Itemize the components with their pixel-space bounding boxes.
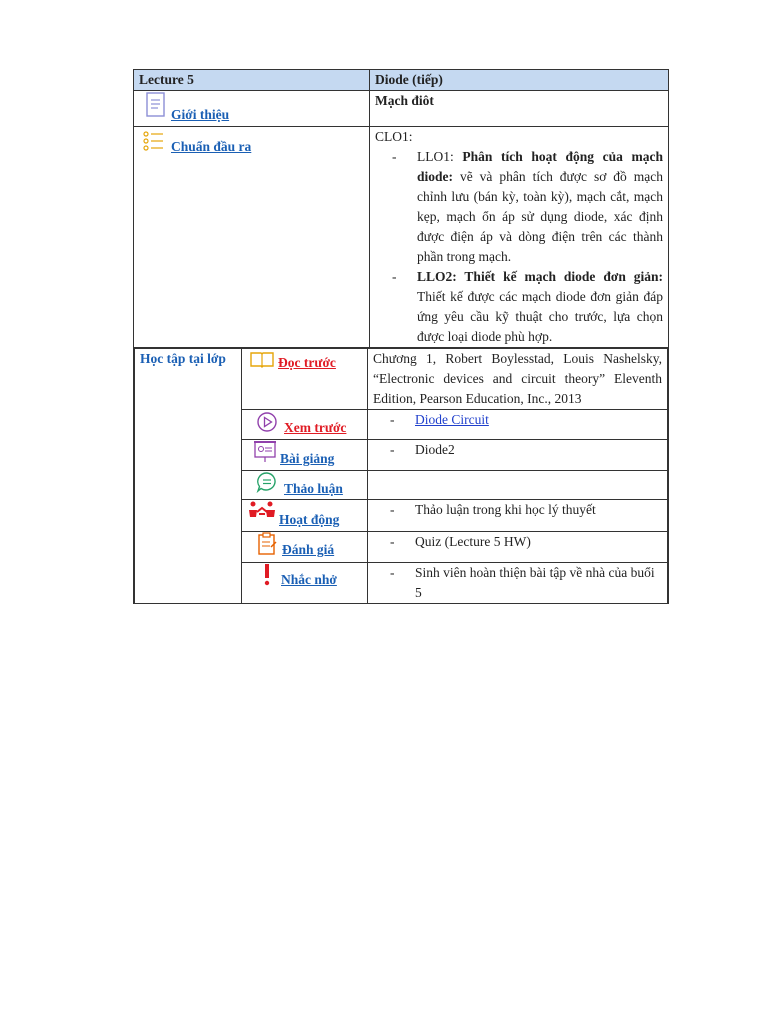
- book-icon: [249, 349, 275, 375]
- activity-icon: [248, 500, 276, 528]
- activity-link[interactable]: Hoạt động: [279, 512, 340, 527]
- classroom-row: [134, 348, 669, 604]
- intro-link[interactable]: Giới thiệu: [171, 107, 230, 122]
- header-row: [134, 70, 669, 91]
- llo2-item: - LLO2: Thiết kế mạch diode đơn giản: Thiết kế được các mạch diode đơn giản đáp ứng yêu cầu kỹ thuật cho trước, lựa chọn được loại diode phù hợp.: [392, 267, 663, 347]
- reminder-link[interactable]: Nhắc nhở: [281, 572, 337, 587]
- header-lecture: Lecture 5: [134, 70, 370, 91]
- outcomes-row: [134, 127, 669, 348]
- llo-list: [375, 147, 663, 347]
- lecture-item: - Diode2: [390, 440, 662, 460]
- classroom-label-cell: [135, 349, 242, 604]
- classroom-label: Học tập tại lớp: [140, 351, 226, 366]
- diode-circuit-link[interactable]: Diode Circuit: [415, 412, 489, 427]
- discussion-link[interactable]: Thảo luận: [284, 481, 343, 496]
- document-icon: [145, 92, 167, 124]
- read-before-link[interactable]: Đọc trước: [278, 355, 336, 370]
- assessment-item: - Quiz (Lecture 5 HW): [390, 532, 662, 552]
- header-topic: Diode (tiếp): [370, 70, 669, 91]
- outcomes-content: [370, 127, 669, 348]
- list-icon: [143, 130, 165, 158]
- intro-content: Mạch điôt: [370, 91, 669, 127]
- read-before-content: Chương 1, Robert Boylesstad, Louis Nashelsky, “Electronic devices and circuit theory” Eleventh Edition, Pearson Education, Inc., 2013: [368, 349, 668, 410]
- assessment-link[interactable]: Đánh giá: [282, 542, 335, 557]
- exclamation-icon: [262, 563, 272, 593]
- llo1-item: - LLO1: Phân tích hoạt động của mạch diode: vẽ và phân tích được sơ đồ mạch chỉnh lưu (bán kỳ, toàn kỳ), mạch cắt, mạch kẹp, mạch ổn áp sử dụng diode, xác định được điện áp và dòng điện trên các thành phần trong mạch.: [392, 147, 663, 267]
- reminder-item: - Sinh viên hoàn thiện bài tập về nhà của buổi 5: [390, 563, 662, 603]
- outcomes-link[interactable]: Chuẩn đầu ra: [171, 139, 252, 154]
- presentation-icon: [254, 440, 276, 470]
- play-icon: [256, 411, 278, 439]
- intro-row: [134, 91, 669, 127]
- classroom-table: [134, 348, 668, 603]
- clo-label: CLO1:: [375, 129, 413, 144]
- lecture-table: [133, 69, 669, 604]
- discussion-content: [368, 471, 668, 500]
- clipboard-icon: [257, 532, 277, 562]
- preview-link[interactable]: Xem trước: [284, 420, 347, 435]
- lecture-link[interactable]: Bài giảng: [280, 451, 335, 466]
- chat-bubble-icon: [256, 471, 278, 499]
- activity-item: - Thảo luận trong khi học lý thuyết: [390, 500, 662, 520]
- outcomes-cell: [134, 127, 370, 348]
- intro-cell: [134, 91, 370, 127]
